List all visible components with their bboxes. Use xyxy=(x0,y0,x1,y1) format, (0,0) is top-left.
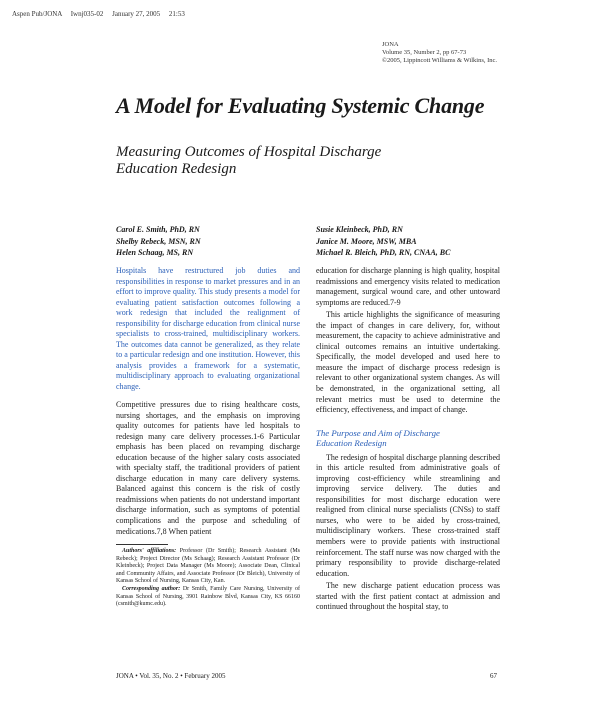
author-list-left xyxy=(116,224,201,259)
footer-citation: JONA • Vol. 35, No. 2 • February 2005 xyxy=(116,672,226,680)
abstract-text: Hospitals have restructured job duties and responsibilities in response to market pressures and in an effort to improve quality. This study presents a model for evaluating patient satisfaction outcomes following a work redesign that included the realignment of responsibility for discharge education from clinical nurse specialists to cross-trained, multidisciplinary workers. The outcomes data cannot be generalized, as they relate to a particular redesign and one institution. However, this analysis provides a framework for a systematic, multidisciplinary approach to evaluating organizational change. xyxy=(116,266,300,392)
affiliation-text: Professor (Dr Smith); Research Assistant (Ms Rebeck); Project Director (Ms Schaag); Research Assistant Professor (Dr Kleinbeck); Project Data Manager (Ms Moore); Associate Dean, Clinical and Community Affairs, and Associate Professor (Dr Bleich), University of Kansas School of Nursing, Kansas City, Kan. xyxy=(116,548,301,585)
section-heading-line: The Purpose and Aim of Discharge xyxy=(316,427,440,438)
body-paragraph: The new discharge patient education process was started with the first patient contact at admission and continued throughout the hospital stay, to xyxy=(316,581,500,612)
article-subtitle xyxy=(116,144,381,178)
running-slug: Aspen Pub/JONA Iwnj035-02 January 27, 2005 21:53 xyxy=(12,10,185,18)
body-right-column xyxy=(316,266,500,613)
author-name: Helen Schaag, MS, RN xyxy=(116,248,194,257)
correspondence-note xyxy=(116,586,300,609)
author-name: Janice M. Moore, MSW, MBA xyxy=(316,236,417,246)
author-name: Susie Kleinbeck, PhD, RN xyxy=(316,225,403,234)
journal-copyright: ©2005, Lippincott Williams & Wilkins, Inc. xyxy=(382,57,498,64)
correspondence-label: Corresponding author: xyxy=(122,585,181,592)
correspondence-text: Dr Smith, Family Care Nursing, University of Kansas School of Nursing, 3901 Rainbow Blvd, Kansas City, KS 66160 (csmith@kumc.edu). xyxy=(116,585,300,608)
author-affiliations xyxy=(116,548,300,609)
author-name: Carol E. Smith, PhD, RN xyxy=(116,225,200,234)
journal-info xyxy=(382,41,497,65)
body-paragraph: This article highlights the significance of measuring the impact of changes in care delivery, for, without measurement, the capacity to achieve administrative and clinical outcomes remains an intuitive undertaking. Specifically, the model developed and used here to measure the impact of discharge process redesign is relevant to other organizational system changes. As will be demonstrated, in the organizational setting, all relevant metrics must be used to determine the efficiency, effectiveness, and impact of change. xyxy=(316,310,500,415)
author-list-right xyxy=(316,224,450,259)
abstract xyxy=(116,266,300,393)
body-paragraph: The redesign of hospital discharge planning described in this article resulted from administrative goals of improving cost-efficiency while streamlining and improving service delivery. The duties and responsibilities for most discharge education were realigned from clinical nurse specialists (CNSs) to staff nurses, who were to be aided by cross-trained, multidisciplinary workers. These cross-trained staff members were to provide patients with instructional reinforcement. The staff nurse was now charged with the primary responsibility to provide discharge-related education. xyxy=(316,452,500,578)
affiliation-note xyxy=(116,548,300,586)
subtitle-line: Education Redesign xyxy=(116,161,237,177)
page-number: 67 xyxy=(490,672,497,680)
author-name: Michael R. Bleich, PhD, RN, CNAA, BC xyxy=(316,248,451,257)
journal-name: JONA xyxy=(382,41,399,48)
body-paragraph: Competitive pressures due to rising healthcare costs, nursing shortages, and the emphasis on improving quality outcomes for patients have led hospitals to redesign many care delivery processes.1-6 Particular emphasis has been placed on revamping discharge education because of the higher salary costs associated with specialty staff, the traditional providers of patient discharge education in many care delivery systems. Balanced against this concern is the risk of costly readmissions when patients do not understand important discharge information, such as symptoms of potential complications and the purpose and scheduling of medications.7,8 When patient xyxy=(116,400,300,536)
section-heading xyxy=(316,428,500,449)
journal-volume: Volume 35, Number 2, pp 67-73 xyxy=(382,49,467,56)
footnote-divider xyxy=(116,544,168,545)
body-left-column xyxy=(116,400,300,537)
subtitle-line: Measuring Outcomes of Hospital Discharge xyxy=(116,144,382,160)
article-title: A Model for Evaluating Systemic Change xyxy=(116,93,485,118)
section-heading-line: Education Redesign xyxy=(316,438,387,449)
body-paragraph: education for discharge planning is high quality, hospital readmissions and emergency visits related to medication management, surgical wound care, and other untoward symptoms are reduced.7-9 xyxy=(316,266,500,307)
author-name: Shelby Rebeck, MSN, RN xyxy=(116,236,201,246)
affiliation-label: Authors' affiliations: xyxy=(122,548,177,554)
